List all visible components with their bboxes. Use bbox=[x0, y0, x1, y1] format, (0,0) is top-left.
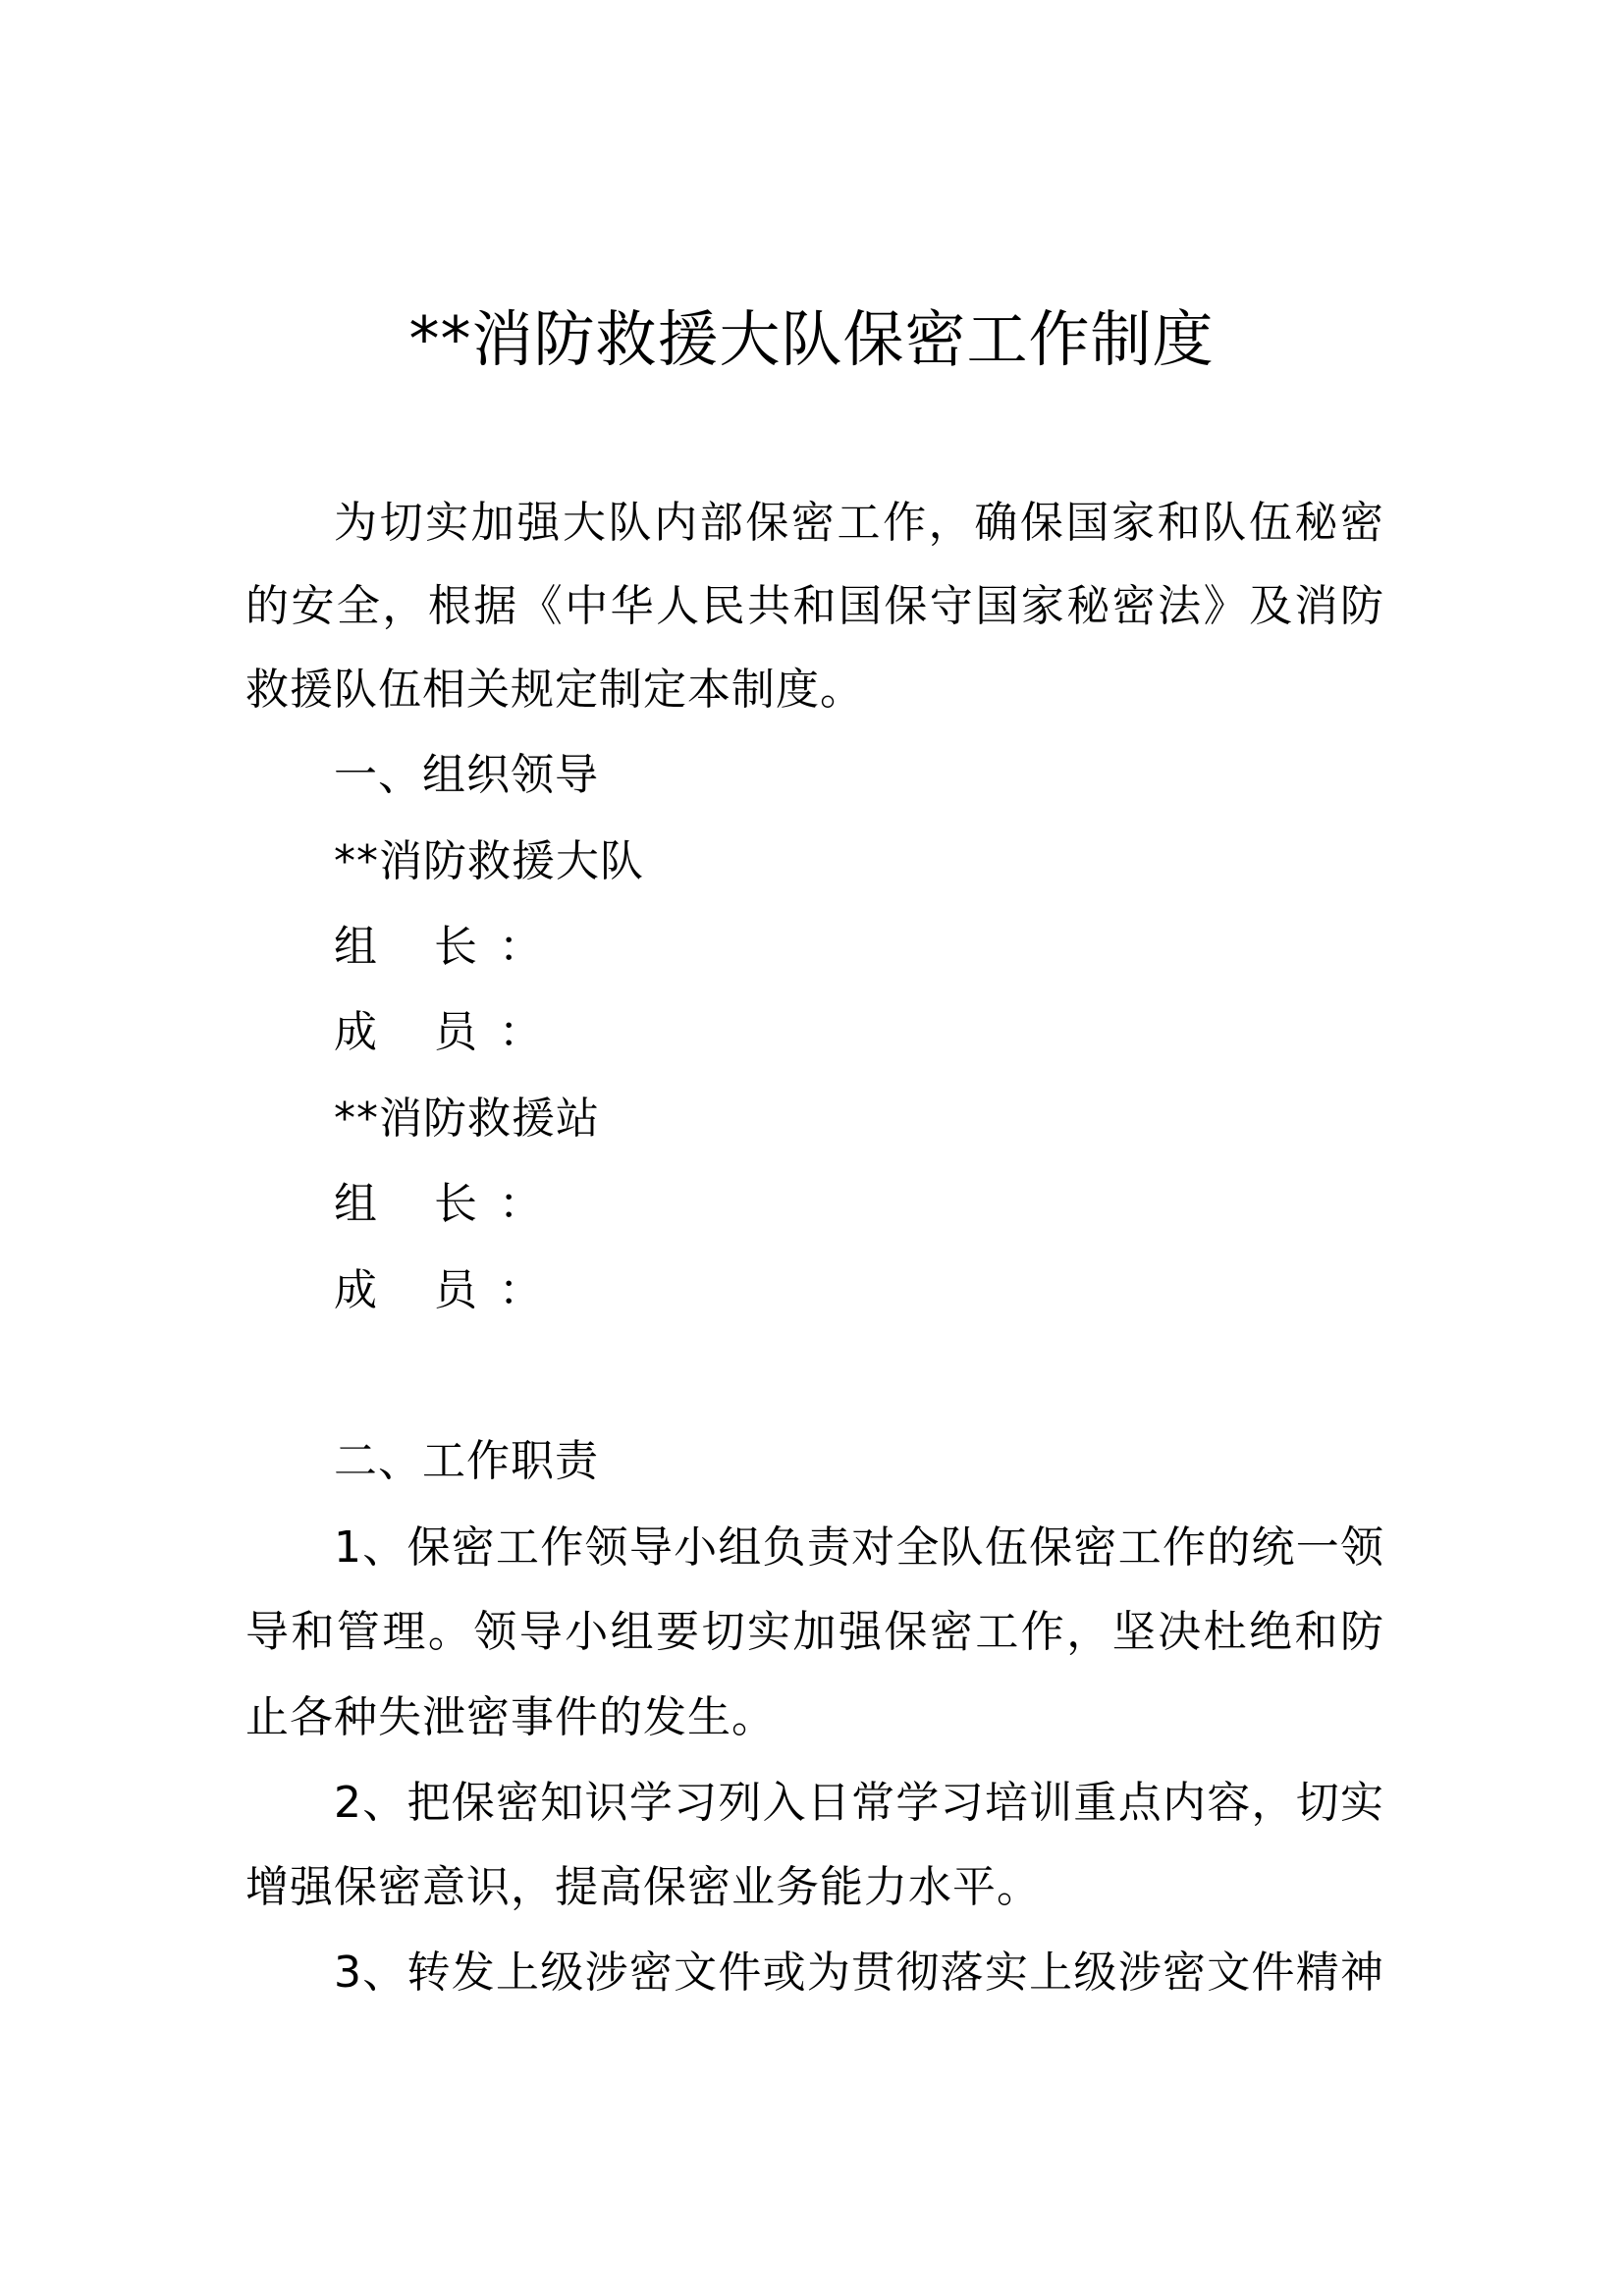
station-member-label: 成 员： bbox=[334, 1265, 564, 1315]
section1-heading: 一、组织领导 bbox=[334, 750, 599, 800]
section2-heading: 二、工作职责 bbox=[334, 1436, 599, 1486]
item2-line-1: 2、把保密知识学习列入日常学习培训重点内容，切实 bbox=[334, 1778, 1384, 1828]
brigade-leader-label: 组 长： bbox=[334, 922, 564, 972]
item3-line-1: 3、转发上级涉密文件或为贯彻落实上级涉密文件精神 bbox=[334, 1948, 1384, 1998]
intro-line-3: 救援队伍相关规定制定本制度。 bbox=[245, 665, 864, 715]
intro-line-2: 的安全，根据《中华人民共和国保守国家秘密法》及消防 bbox=[245, 581, 1384, 631]
document-title: **消防救援大队保密工作制度 bbox=[408, 303, 1215, 375]
intro-line-1: 为切实加强大队内部保密工作，确保国家和队伍秘密 bbox=[334, 498, 1384, 548]
item1-line-1: 1、保密工作领导小组负责对全队伍保密工作的统一领 bbox=[334, 1522, 1384, 1573]
station-leader-label: 组 长： bbox=[334, 1179, 564, 1229]
brigade-name: **消防救援大队 bbox=[334, 836, 644, 886]
item1-line-3: 止各种失泄密事件的发生。 bbox=[245, 1692, 776, 1742]
item1-line-2: 导和管理。领导小组要切实加强保密工作，坚决杜绝和防 bbox=[245, 1607, 1384, 1657]
item2-line-2: 增强保密意识，提高保密业务能力水平。 bbox=[245, 1862, 1041, 1912]
station-name: **消防救援站 bbox=[334, 1094, 600, 1144]
brigade-member-label: 成 员： bbox=[334, 1007, 564, 1057]
